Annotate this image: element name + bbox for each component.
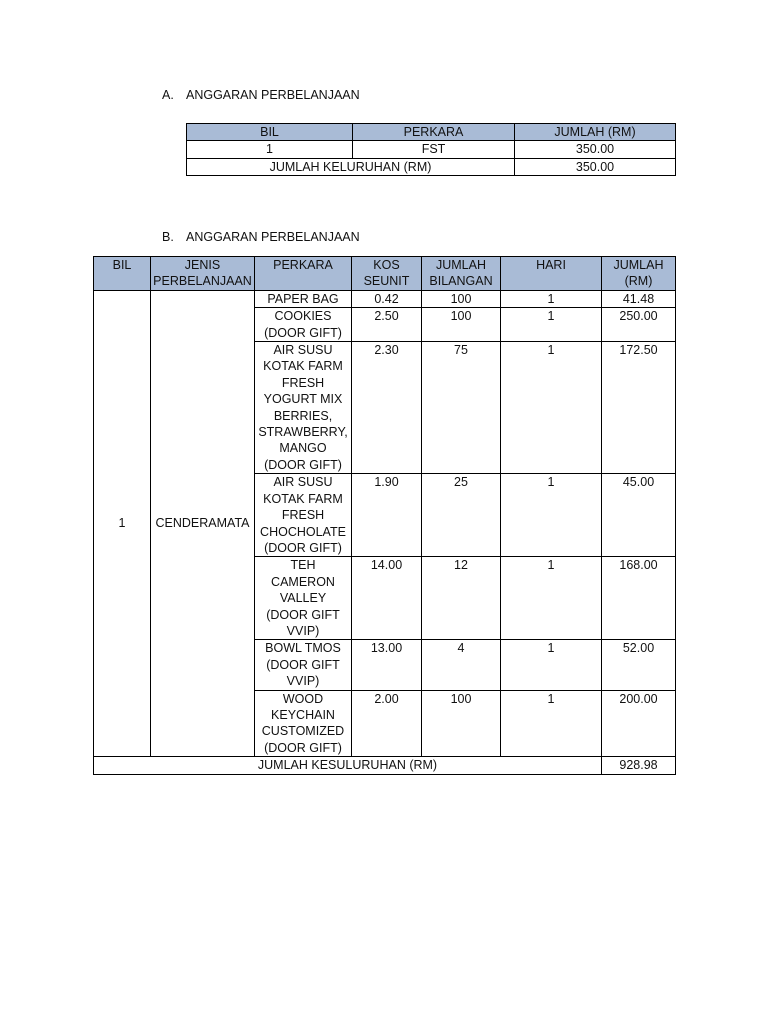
table-b-total-row [94,757,676,774]
section-a-title: ANGGARAN PERBELANJAAN [186,88,360,102]
table-b-header-perkara: PERKARA [255,257,352,291]
table-b-cell-jumlah: 200.00 [602,690,676,757]
table-b-cell-jenis: CENDERAMATA [151,290,255,756]
table-b-total-label: JUMLAH KESULURUHAN (RM) [94,757,602,774]
table-b-cell-jumlah: 52.00 [602,640,676,690]
table-b-cell-bilangan: 100 [422,308,501,342]
table-b-cell-perkara: AIR SUSU KOTAK FARM FRESH YOGURT MIX BERRIES, STRAWBERRY, MANGO (DOOR GIFT) [255,342,352,474]
table-a-total-row [187,158,676,175]
table-a-header-perkara: PERKARA [353,124,515,141]
table-a-header-bil: BIL [187,124,353,141]
table-b-cell-kos: 1.90 [352,474,422,557]
table-a-cell-bil: 1 [187,141,353,158]
table-b-cell-kos: 0.42 [352,290,422,307]
table-b-cell-jumlah: 250.00 [602,308,676,342]
table-b-cell-perkara: BOWL TMOS (DOOR GIFT VVIP) [255,640,352,690]
table-b-cell-perkara: COOKIES (DOOR GIFT) [255,308,352,342]
table-b-cell-jumlah: 41.48 [602,290,676,307]
table-b-cell-perkara: WOOD KEYCHAIN CUSTOMIZED (DOOR GIFT) [255,690,352,757]
budget-table-a [186,123,676,176]
table-b-cell-kos: 13.00 [352,640,422,690]
table-b-header-kos: KOS SEUNIT [352,257,422,291]
table-b-header-hari: HARI [501,257,602,291]
table-b-cell-jumlah: 45.00 [602,474,676,557]
table-b-cell-bilangan: 25 [422,474,501,557]
table-b-cell-perkara: TEH CAMERON VALLEY (DOOR GIFT VVIP) [255,557,352,640]
table-b-total-value: 928.98 [602,757,676,774]
table-b-header-jumlah: JUMLAH (RM) [602,257,676,291]
table-b-header-jenis: JENIS PERBELANJAAN [151,257,255,291]
table-b-cell-kos: 2.30 [352,342,422,474]
table-a-header-jumlah: JUMLAH (RM) [515,124,676,141]
table-b-cell-kos: 2.50 [352,308,422,342]
table-b-header-bil: BIL [94,257,151,291]
table-row [94,290,676,307]
table-b-cell-kos: 14.00 [352,557,422,640]
table-b-cell-hari: 1 [501,308,602,342]
table-a-total-value: 350.00 [515,158,676,175]
table-b-cell-hari: 1 [501,342,602,474]
section-b-heading [162,230,360,244]
table-b-cell-jumlah: 168.00 [602,557,676,640]
table-b-cell-bilangan: 100 [422,690,501,757]
section-b-title: ANGGARAN PERBELANJAAN [186,230,360,244]
budget-table-b [93,256,676,775]
table-a-total-label: JUMLAH KELURUHAN (RM) [187,158,515,175]
table-b-header-row [94,257,676,291]
section-a-heading [162,88,360,102]
table-b-cell-hari: 1 [501,690,602,757]
table-b-cell-jumlah: 172.50 [602,342,676,474]
section-b-letter: B. [162,230,174,244]
table-b-cell-bil: 1 [94,290,151,756]
table-b-cell-bilangan: 75 [422,342,501,474]
table-b-cell-hari: 1 [501,557,602,640]
table-a-header-row [187,124,676,141]
table-b-cell-kos: 2.00 [352,690,422,757]
table-row [187,141,676,158]
table-b-cell-hari: 1 [501,474,602,557]
table-b-header-bilangan: JUMLAH BILANGAN [422,257,501,291]
table-b-cell-perkara: AIR SUSU KOTAK FARM FRESH CHOCHOLATE (DOOR GIFT) [255,474,352,557]
section-a-letter: A. [162,88,174,102]
table-b-cell-hari: 1 [501,640,602,690]
table-b-cell-perkara: PAPER BAG [255,290,352,307]
table-b-cell-bilangan: 12 [422,557,501,640]
table-b-cell-bilangan: 100 [422,290,501,307]
table-a-cell-jumlah: 350.00 [515,141,676,158]
table-b-cell-hari: 1 [501,290,602,307]
table-b-cell-bilangan: 4 [422,640,501,690]
table-a-cell-perkara: FST [353,141,515,158]
